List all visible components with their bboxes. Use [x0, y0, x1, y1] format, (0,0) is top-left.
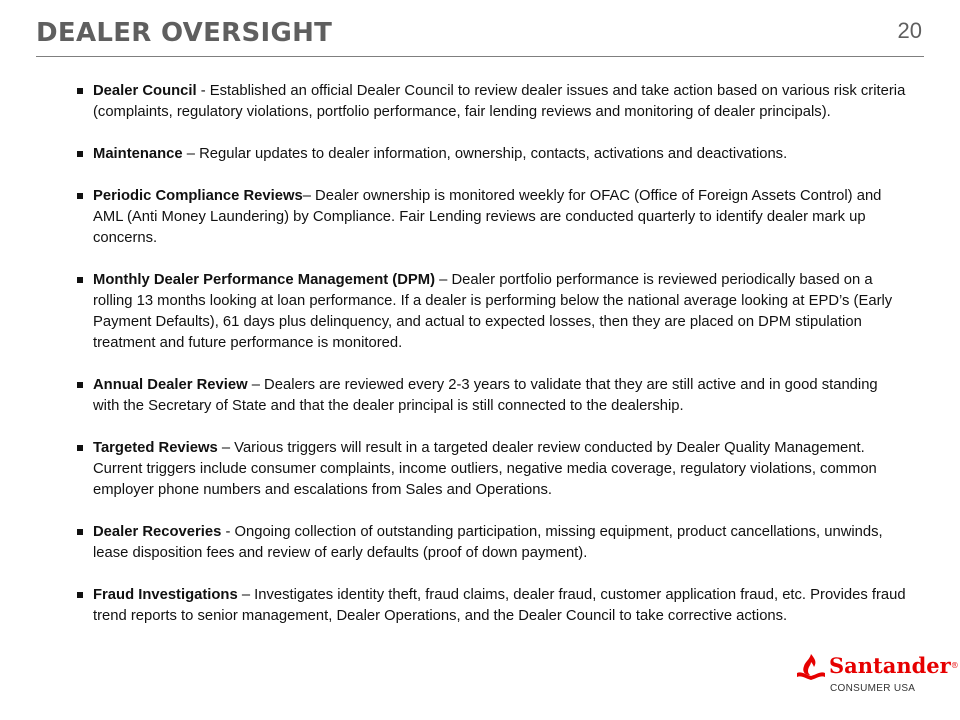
bullet-text: – Various triggers will result in a targeted dealer review conducted by Dealer Quality Management. Current triggers include consumer complaints, income outliers, negative media coverage, regulatory violations, common employer phone numbers and escalations from Sales and Operations. — [93, 440, 877, 498]
square-bullet-icon — [77, 277, 83, 283]
bullet-term: Dealer Council — [93, 83, 197, 99]
bullet-text: – Dealers are reviewed every 2-3 years to validate that they are still active and in good standing with the Secretary of State and that the dealer principal is still connected to the dealership. — [93, 377, 878, 414]
flame-icon — [796, 653, 826, 683]
logo-subtitle: CONSUMER USA — [830, 683, 916, 694]
bullet-item-fraud-investigations — [76, 585, 906, 627]
bullet-term: Maintenance — [93, 146, 183, 162]
bullet-term: Targeted Reviews — [93, 440, 218, 456]
bullet-text: – Regular updates to dealer information, ownership, contacts, activations and deactivations. — [182, 146, 788, 162]
square-bullet-icon — [77, 529, 83, 535]
bullet-term: Periodic Compliance Reviews — [93, 188, 303, 204]
bullet-text: - Ongoing collection of outstanding participation, missing equipment, product cancellations, unwinds, lease disposition fees and review of early defaults (proof of down payment). — [93, 524, 883, 561]
square-bullet-icon — [77, 151, 83, 157]
logo-wordmark — [829, 653, 959, 679]
bullet-text: – Investigates identity theft, fraud claims, dealer fraud, customer application fraud, etc. Provides fraud trend reports to senior management, Dealer Operations, and the Dealer Council to take corrective actions. — [93, 587, 906, 624]
bullet-item-targeted-reviews — [76, 438, 906, 501]
bullet-term: Fraud Investigations — [93, 587, 238, 603]
logo-brand-text: Santander — [829, 653, 951, 678]
page-number: 20 — [897, 18, 922, 43]
square-bullet-icon — [77, 445, 83, 451]
bullet-item-dealer-council — [76, 81, 906, 123]
bullet-text: – Dealer portfolio performance is reviewed periodically based on a rolling 13 months looking at loan performance. If a dealer is performing below the national average looking at EPD’s (Early Payment Defaults), 61 days plus delinquency, and actual to expected losses, then they are placed on DPM stipulation treatment and future performance is monitored. — [93, 272, 893, 351]
bullet-text: - Established an official Dealer Council to review dealer issues and take action based on various risk criteria (complaints, regulatory violations, portfolio performance, fair lending reviews and monitoring of dealer principals). — [93, 83, 906, 120]
page-title: DEALER OVERSIGHT — [36, 18, 333, 48]
square-bullet-icon — [77, 382, 83, 388]
square-bullet-icon — [77, 592, 83, 598]
bullet-term: Annual Dealer Review — [93, 377, 248, 393]
square-bullet-icon — [77, 193, 83, 199]
bullet-item-dealer-recoveries — [76, 522, 906, 564]
bullet-item-maintenance — [76, 144, 906, 165]
title-divider — [36, 56, 924, 57]
bullet-list — [76, 81, 906, 648]
bullet-term: Dealer Recoveries — [93, 524, 222, 540]
santander-logo — [796, 650, 959, 700]
square-bullet-icon — [77, 88, 83, 94]
bullet-text: – Dealer ownership is monitored weekly for OFAC (Office of Foreign Assets Control) and AML (Anti Money Laundering) by Compliance. Fair Lending reviews are conducted quarterly to identify dealer mark up concerns. — [93, 188, 882, 246]
bullet-term: Monthly Dealer Performance Management (DPM) — [93, 272, 436, 288]
bullet-item-periodic-compliance-reviews — [76, 186, 906, 249]
bullet-item-monthly-dpm — [76, 270, 906, 354]
registered-mark: ® — [950, 661, 959, 670]
bullet-item-annual-dealer-review — [76, 375, 906, 417]
